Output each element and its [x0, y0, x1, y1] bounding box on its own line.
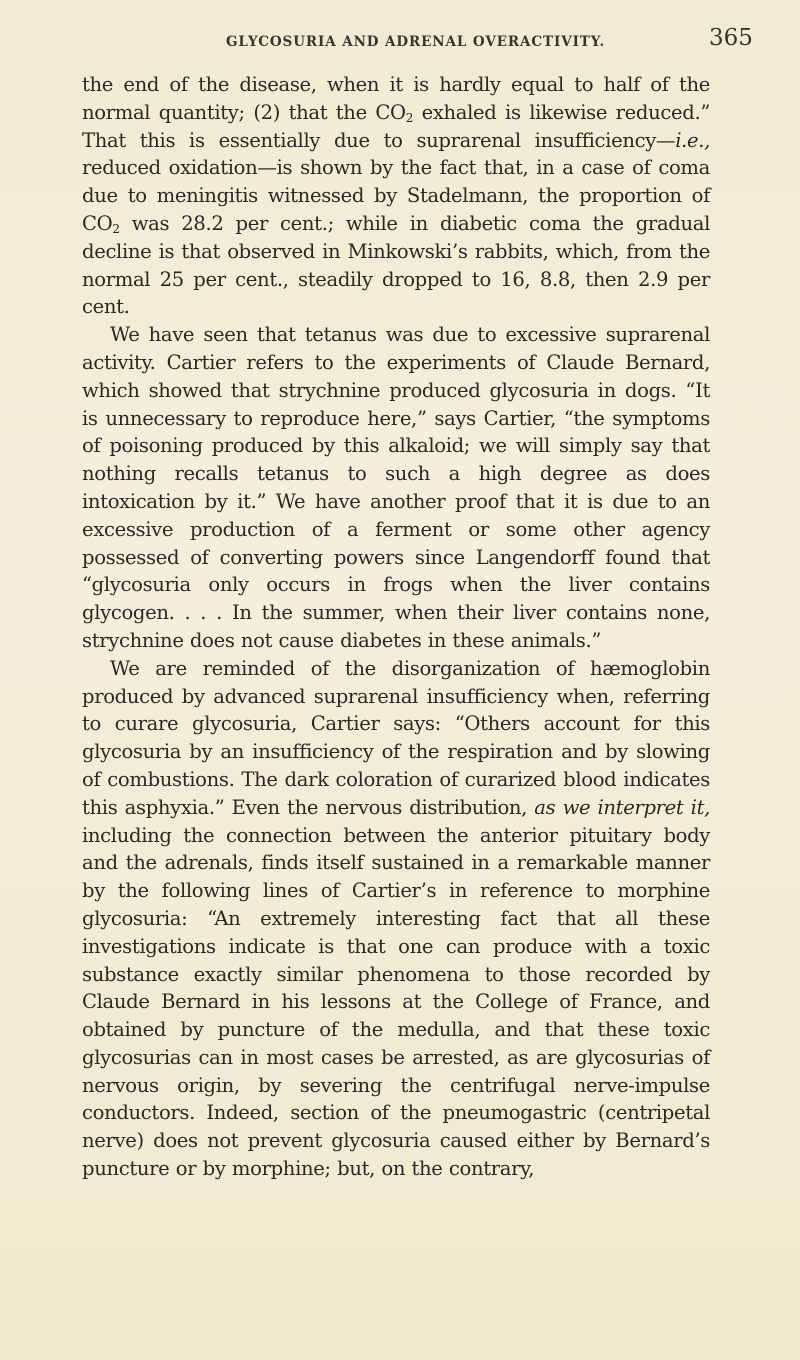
- text-run: We have seen that tetanus was due to excessive suprarenal activity. Cartier refers to the experiments of Claude Bernard, which showed that strychnine produced glycosuria in dogs. “It is unnecessary to reproduce here,” says Cartier, “the symptoms of poisoning produced by this alkaloid; we will simply say that nothing recalls tetanus to such a high degree as does intoxication by it.” We have another proof that it is due to an excessive production of a ferment or some other agency possessed of converting powers since Langendorff found that “glycosuria only occurs in frogs when the liver contains glycogen. . . . In the summer, when their liver contains none, strychnine does not cause diabetes in these animals.”: [82, 323, 710, 652]
- text-run: We are reminded of the disorganization of hæmoglobin produced by advanced suprarenal insufficiency when, referring to curare glycosuria, Cartier says: “Others account for this glycosuria by an insufficiency of the respiration and by slowing of combustions. The dark coloration of curarized blood indicates this asphyxia.” Even the nervous distribution,: [82, 656, 710, 819]
- paragraph: [82, 655, 710, 1183]
- page-header: [0, 22, 800, 62]
- text-run: was 28.2 per cent.; while in diabetic coma the gradual decline is that observed in Minkowski’s rabbits, which, from the normal 25 per cent., steadily dropped to 16, 8.8, then 2.9 per cent.: [82, 211, 710, 319]
- text-run: the end of the disease, when it is hardly equal to half of the normal quantity; (2) that the CO: [82, 73, 710, 124]
- paragraph: [82, 71, 710, 321]
- text-run: including the connection between the anterior pituitary body and the adrenals, finds itself sustained in a remarkable manner by the following lines of Cartier’s in reference to morphine glycosuria: “An extremely interesting fact that all these investigations indicate is that one can produce with a toxic substance exactly similar phenomena to those recorded by Claude Bernard in his lessons at the College of France, and obtained by puncture of the medulla, and that these toxic glycosurias can in most cases be arrested, as are glycosurias of nervous origin, by severing the centrifugal nerve-impulse conductors. Indeed, section of the pneumogastric (centripetal nerve) does not prevent glycosuria caused either by Bernard’s puncture or by morphine; but, on the contrary,: [82, 823, 710, 1181]
- subscript: 2: [112, 221, 120, 236]
- paragraph: [82, 321, 710, 655]
- italic-text: as we interpret it,: [534, 795, 710, 819]
- text-run: reduced oxidation—is shown by the fact that, in a case of coma due to meningitis witnessed by Stadelmann, the proportion of CO: [82, 156, 710, 235]
- running-head: GLYCOSURIA AND ADRENAL OVERACTIVITY.: [226, 34, 606, 50]
- body-text: [82, 71, 710, 1183]
- text-run: exhaled is likewise reduced.” That this is essentially due to suprarenal insufficiency—: [82, 100, 710, 152]
- page-number: 365: [709, 25, 753, 51]
- subscript: 2: [405, 110, 414, 125]
- italic-text: i.e.,: [675, 128, 710, 152]
